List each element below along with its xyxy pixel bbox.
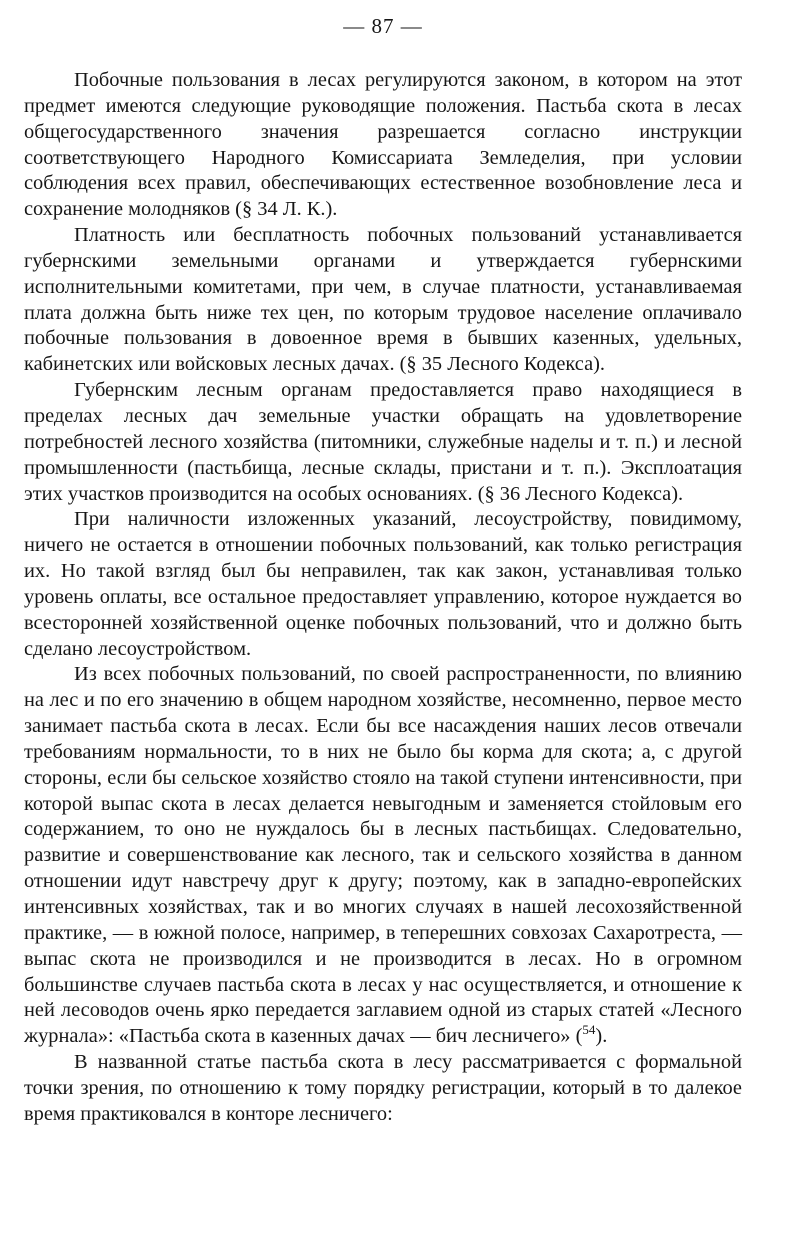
paragraph-5-tail: ). — [595, 1025, 608, 1048]
page-number: — 87 — — [343, 14, 423, 38]
paragraph-5 — [24, 662, 742, 1050]
paragraph-5-text: Из всех побочных пользований, по своей распространенности, по влиянию на лес и по его значению в общем народном хозяйстве, несомненно, первое место занимает пастьба скота в лесах. Если бы все насаждения наших лесов отвечали требованиям нормальности, то в них не было бы корма для скота; а, с другой стороны, если бы сельское хозяйство стояло на такой ступени интенсивности, при которой выпас скота в лесах делается невыгодным и заменяется стойловым его содержанием, то оно не нуждалось бы в лесных пастьбищах. Следовательно, развитие и совершенствование как лесного, так и сельского хозяйства в данном отношении идут навстречу друг к другу; поэтому, как в западно-европейских интенсивных хозяйствах, так и во многих случаях в нашей лесохозяйственной практике, — в южной полосе, например, в теперешних совхозах Сахаротреста, — выпас скота не производился и не производится в лесах. Но в огромном большинстве случаев пастьба скота в лесах у нас осуществляется, и отношение к ней лесоводов очень ярко передается заглавием одной из старых статей «Лесного журнала»: «Пастьба скота в казенных дачах — бич лесничего» ( — [24, 663, 742, 1048]
paragraph-4: При наличности изложенных указаний, лесоустройству, повидимому, ничего не остается в отношении побочных пользований, как только регистрация их. Но такой взгляд был бы неправилен, так как закон, устанавливая только уровень оплаты, все остальное предоставляет управлению, которое нуждается во всесторонней хозяйственной оценке побочных пользований, что и должно быть сделано лесоустройством. — [24, 508, 742, 660]
footnote-reference: 54 — [582, 1022, 596, 1038]
paragraph-2: Платность или бесплатность побочных пользований устанавливается губернскими земельными органами и утверждается губернскими исполнительными комитетами, при чем, в случае платности, устанавливаемая плата должна быть ниже тех цен, по которым трудовое население оплачивало побочные пользования в довоенное время в бывших казенных, удельных, кабинетских или войсковых лесных дачах. (§ 35 Лесного Кодекса). — [24, 224, 742, 376]
paragraph-6: В названной статье пастьба скота в лесу рассматривается с формальной точки зрения, по отношению к тому порядку регистрации, который в то далекое время практиковался в конторе лесничего: — [24, 1051, 742, 1125]
paragraph-1: Побочные пользования в лесах регулируются законом, в котором на этот предмет имеются следующие руководящие положения. Пастьба скота в лесах общегосударственного значения разрешается согласно инструкции соответствующего Народного Комиссариата Земледелия, при условии соблюдения всех правил, обеспечивающих естественное возобновление леса и сохранение молодняков (§ 34 Л. К.). — [24, 69, 742, 221]
paragraph-3: Губернским лесным органам предоставляется право находящиеся в пределах лесных дач земельные участки обращать на удовлетворение потребностей лесного хозяйства (питомники, служебные наделы и т. п.) и лесной промышленности (пастьбища, лесные склады, пристани и т. п.). Эксплоатация этих участков производится на особых основаниях. (§ 36 Лесного Кодекса). — [24, 379, 742, 505]
